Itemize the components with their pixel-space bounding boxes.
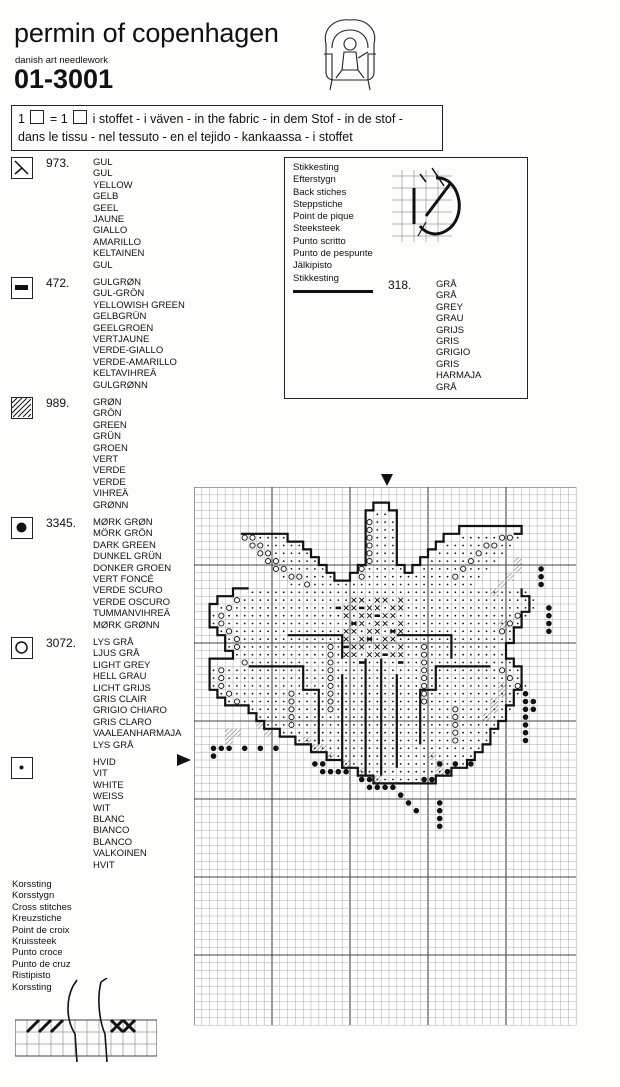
cross-stitch-label: Kruissteek [12,936,57,948]
center-arrow-top-icon [380,473,394,487]
filled-dot-stitch [242,746,248,752]
legend-color-name: GRIS CLARO [93,716,152,728]
legend-color-name: YELLOW [93,179,133,191]
open-circle-stitch [328,652,333,657]
backstitch-color-name: GRÅ [436,279,457,290]
filled-dot-stitch [398,792,404,798]
hatched-stitch [514,557,522,565]
cross-stitch-label: Korssting [12,981,52,993]
filled-dot-stitch [437,800,443,806]
backstitch-illustration [392,166,472,250]
open-circle-stitch [500,535,505,540]
filled-dot-stitch [453,761,459,767]
backstitch-color-name: GRÅ [436,381,457,393]
legend-color-name: VERDE-AMARILLO [93,356,177,368]
filled-dot-stitch [367,777,373,783]
open-circle-icon [11,637,33,659]
legend-color-name: GUL-GRÖN [93,288,145,300]
filled-dot-stitch [273,746,279,752]
legend-color-name: GRØN [93,397,122,408]
pattern-code: 01-3001 [14,64,114,94]
legend-color-name: WEISS [93,791,124,803]
backstitch-label: Punto scritto [293,235,346,247]
open-circle-stitch [289,699,294,704]
open-circle-stitch [250,543,255,548]
scale-equals: = [49,112,58,126]
brand-title: permin of copenhagen [14,18,279,48]
open-circle-stitch [234,598,239,603]
open-circle-stitch [367,543,372,548]
scale-text-1: i stoffet - i väven - in the fabric - in dem Stof - in de stof - [92,112,403,126]
filled-dot-stitch [546,621,552,627]
open-circle-stitch [422,683,427,688]
legend-color-name: GREEN [93,419,127,431]
filled-dot-stitch [375,785,381,791]
legend-color-name: VERT FONCÉ [93,574,154,586]
hatched-stitch [256,721,264,729]
bar-stitch [375,614,380,617]
backstitch-color-name: HARMAJA [436,370,482,382]
open-circle-stitch [367,535,372,540]
open-circle-stitch [359,566,364,571]
backstitch-color-name: GRIJS [436,324,464,336]
filled-dot-stitch [429,777,435,783]
open-circle-stitch [422,660,427,665]
open-circle-stitch [453,715,458,720]
open-circle-stitch [422,652,427,657]
legend-color-name: JAUNE [93,214,125,226]
fabric-scale-note [11,105,443,151]
open-circle-stitch [219,683,224,688]
legend-color-names [93,397,128,511]
open-circle-stitch [484,543,489,548]
cross-stitch-illustration [15,978,157,1068]
legend-color-name: WHITE [93,779,124,791]
scale-line-1 [18,110,436,128]
open-circle-stitch [305,582,310,587]
legend-color-name: GRÖN [93,408,122,420]
legend-color-number: 3345. [46,516,77,530]
hatch-icon [11,397,33,419]
hatched-stitch [498,581,506,589]
open-circle-stitch [453,730,458,735]
filled-dot-stitch [546,605,552,611]
scale-text-2: dans le tissu - nel tessuto - en el tejido - kankaassa - i stoffet [18,130,353,144]
legend-color-name: WIT [93,802,111,814]
open-circle-stitch [500,668,505,673]
legend-color-name: HELL GRAU [93,671,147,683]
open-circle-stitch [500,629,505,634]
open-circle-stitch [234,699,239,704]
legend-color-name: LYS GRÅ [93,739,134,751]
open-circle-stitch [507,621,512,626]
backstitch-color-name: GRIGIO [436,347,471,359]
hatched-stitch [233,729,241,737]
open-circle-stitch [266,551,271,556]
backstitch-label: Stikkesting [293,162,339,173]
filled-dot-stitch [320,761,326,767]
filled-dot-stitch [367,785,373,791]
legend-color-name: KELTAINEN [93,248,145,260]
bar-stitch [359,661,364,664]
backstitch-color-name: GRIS [436,336,460,348]
open-circle-stitch [453,738,458,743]
open-circle-stitch [515,683,520,688]
cross-stitch-label: Kreuzstiche [12,913,62,925]
filled-dot-stitch [226,746,232,752]
legend-color-name: BIANCO [93,825,130,837]
legend-color-name: BLANC [93,814,125,826]
legend-color-name: VERDE [93,476,126,488]
filled-dot-stitch [546,613,552,619]
backstitch-color-name: GRIS [436,358,460,370]
filled-dot-stitch [437,808,443,814]
backstitch-color-name: GRÅ [436,290,457,302]
backstitch-color-name: GREY [436,301,463,313]
open-circle-stitch [422,699,427,704]
legend-color-number: 989. [46,396,70,410]
open-circle-stitch [453,707,458,712]
legend-color-name: VALKOINEN [93,848,147,860]
filled-dot-stitch [390,785,396,791]
legend-color-names [93,757,147,871]
cross-stitch-label: Cross stitches [12,901,72,913]
backstitch-label: Steppstiche [293,198,343,210]
filled-dot-stitch [523,691,529,697]
pattern-square-icon [30,110,44,124]
open-circle-stitch [328,683,333,688]
backstitch-label: Steeksteek [293,223,340,235]
bar-stitch [398,661,403,664]
open-circle-stitch [234,644,239,649]
open-circle-stitch [328,699,333,704]
backstitch-line-sample [293,290,373,293]
legend-color-name: KELTAVIHREÄ [93,368,157,380]
legend-color-name: VERT [93,454,119,466]
open-circle-stitch [289,715,294,720]
fabric-square-icon [73,110,87,124]
backstitch-color-number: 318. [388,278,412,292]
legend-color-name: AMARILLO [93,236,142,248]
open-circle-stitch [468,559,473,564]
open-circle-stitch [289,707,294,712]
legend-color-number: 3072. [46,636,77,650]
open-circle-stitch [328,668,333,673]
filled-dot-stitch [406,800,412,806]
legend-color-name: MÖRK GRÖN [93,528,153,540]
backstitch-label: Punto de pespunte [293,248,373,260]
open-circle-stitch [492,543,497,548]
filled-dot-stitch [546,629,552,635]
legend-color-name: DARK GREEN [93,539,156,551]
filled-dot-stitch [219,746,225,752]
open-circle-stitch [453,722,458,727]
legend-color-name: DONKER GROEN [93,562,172,574]
bar-stitch [359,607,364,610]
cross-stitch-label: Ristipisto [12,970,51,982]
open-circle-stitch [258,551,263,556]
open-circle-stitch [219,621,224,626]
open-circle-stitch [367,551,372,556]
legend-color-name: VERDE SCURO [93,585,163,597]
filled-dot-stitch [445,769,451,775]
backstitch-color-name: GRAU [436,313,464,325]
filled-dot-stitch [258,746,264,752]
legend-color-name: BLANCO [93,836,133,848]
legend-color-names [93,517,171,631]
legend-color-name: LIGHT GREY [93,659,151,671]
filled-dot-stitch [523,714,529,720]
hatched-stitch [514,565,522,573]
backstitch-label: Efterstygn [293,174,336,186]
legend-color-name: VIHREÄ [93,488,129,500]
open-circle-stitch [234,637,239,642]
open-circle-stitch [297,574,302,579]
legend-color-name: LJUS GRÅ [93,648,140,660]
open-circle-stitch [476,551,481,556]
legend-color-name: GUL [93,259,113,271]
legend-color-name: VERDE OSCURO [93,596,171,608]
scale-lead-a: 1 [18,112,25,126]
legend-color-name: GULGRØNN [93,379,148,391]
open-circle-stitch [219,676,224,681]
scale-lead-b: 1 [60,112,68,126]
hatched-stitch [264,729,272,737]
legend-color-name: GRØNN [93,499,129,511]
legend-color-name: HVID [93,757,116,768]
legend-color-names [93,157,144,271]
open-circle-stitch [328,644,333,649]
bar-stitch [382,653,387,656]
cross-stitch-labels [12,879,72,993]
open-circle-stitch [422,668,427,673]
open-circle-stitch [328,660,333,665]
legend-color-name: GROEN [93,442,128,454]
legend-color-name: VERTJAUNE [93,334,150,346]
backstitch-color-names [436,279,481,393]
legend-color-name: VERDE [93,465,126,477]
cross-stitch-label: Korssting [12,879,52,890]
filled-dot-stitch [211,753,217,759]
filled-dot-stitch [523,707,529,713]
legend-color-name: GRÜN [93,431,121,443]
legend-color-name: GEELGROEN [93,322,154,334]
legend-color-name: DUNKEL GRÜN [93,551,162,563]
legend-color-name: GUL [93,157,113,168]
filled-dot-stitch [531,707,537,713]
open-circle-stitch [289,691,294,696]
filled-dot-stitch [538,574,544,580]
hatched-stitch [506,573,514,581]
open-circle-stitch [328,707,333,712]
cross-stitch-label: Korsstygn [12,890,55,902]
filled-dot-stitch [414,808,420,814]
filled-dot-stitch [437,761,443,767]
legend-color-name: GUL [93,168,113,180]
open-circle-stitch [227,691,232,696]
legend-color-name: VERDE-GIALLO [93,345,164,357]
legend-color-name: VIT [93,768,108,780]
backstitch-label: Jälkipisto [293,260,333,272]
legend-color-name: MØRK GRØN [93,517,153,528]
filled-dot-stitch [523,722,529,728]
logo-illustration [318,14,382,94]
hatched-stitch [225,737,233,745]
cross-stitch-chart [194,487,579,1029]
backstitch-label: Back stiches [293,186,347,198]
filled-dot-stitch [437,816,443,822]
legend-color-name: TUMMANVIHREÄ [93,608,171,620]
filled-dot-stitch [437,824,443,830]
legend-color-name: VAALEANHARMAJA [93,728,182,740]
bar-stitch [343,646,348,649]
open-circle-stitch [367,520,372,525]
open-circle-stitch [266,559,271,564]
open-circle-stitch [507,535,512,540]
brand-subtitle: danish art needlework [15,55,108,66]
center-arrow-left-icon [176,753,192,767]
legend-color-number: 973. [46,156,70,170]
diagonal-line-icon [11,157,33,179]
cross-stitch-label: Punto croce [12,947,63,959]
filled-dot-stitch [382,785,388,791]
small-dot-icon [11,757,33,779]
filled-dot-stitch [359,777,365,783]
filled-dot-stitch [523,738,529,744]
backstitch-label: Point de pique [293,211,354,223]
filled-dot-stitch [328,769,334,775]
open-circle-stitch [515,613,520,618]
open-circle-stitch [227,629,232,634]
open-circle-stitch [219,613,224,618]
filled-dot-stitch [211,746,217,752]
legend-color-name: YELLOWISH GREEN [93,299,185,311]
open-circle-stitch [250,535,255,540]
open-circle-stitch [507,676,512,681]
filled-dot-stitch [531,699,537,705]
open-circle-stitch [289,574,294,579]
filled-bar-icon [11,277,33,299]
open-circle-stitch [328,691,333,696]
legend-color-name: GELB [93,191,119,203]
filled-dot-stitch [336,769,342,775]
open-circle-stitch [242,660,247,665]
hatched-stitch [225,729,233,737]
open-circle-stitch [461,566,466,571]
legend-color-name: GULGRØN [93,277,142,288]
cross-stitch-label: Punto de cruz [12,958,71,970]
filled-dot-stitch [523,730,529,736]
bar-stitch [390,630,395,633]
filled-dot-stitch [312,761,318,767]
open-circle-stitch [359,574,364,579]
legend-color-names [93,637,182,751]
legend-color-name: GRIS CLAIR [93,694,147,706]
open-circle-stitch [242,535,247,540]
filled-dot-stitch [421,777,427,783]
open-circle-stitch [422,691,427,696]
legend-color-name: GEEL [93,202,119,214]
backstitch-labels [293,162,373,285]
open-circle-stitch [273,559,278,564]
open-circle-stitch [422,644,427,649]
open-circle-stitch [453,574,458,579]
legend-color-name: LYS GRÅ [93,637,134,648]
filled-dot-icon [11,517,33,539]
backstitch-label: Stikkesting [293,272,339,284]
open-circle-stitch [422,676,427,681]
open-circle-stitch [219,668,224,673]
legend-color-name: LICHT GRIJS [93,682,151,694]
legend-color-name: MØRK GRØNN [93,619,160,631]
open-circle-stitch [289,722,294,727]
open-circle-stitch [328,676,333,681]
open-circle-stitch [281,566,286,571]
bar-stitch [336,607,341,610]
filled-dot-stitch [320,769,326,775]
legend-color-name: HVIT [93,859,115,871]
bar-stitch [367,638,372,641]
open-circle-stitch [273,566,278,571]
filled-dot-stitch [538,566,544,572]
open-circle-stitch [367,559,372,564]
open-circle-stitch [258,543,263,548]
filled-dot-stitch [468,761,474,767]
filled-dot-stitch [538,582,544,588]
cross-stitch-label: Point de croix [12,924,70,936]
legend-color-name: GELBGRÜN [93,311,147,323]
bar-stitch [351,622,356,625]
legend-color-names [93,277,185,391]
filled-dot-stitch [523,699,529,705]
open-circle-stitch [227,605,232,610]
legend-color-name: GRIGIO CHIARO [93,705,167,717]
legend-color-number: 472. [46,276,70,290]
open-circle-stitch [367,527,372,532]
filled-dot-stitch [343,769,349,775]
legend-color-name: GIALLO [93,225,128,237]
